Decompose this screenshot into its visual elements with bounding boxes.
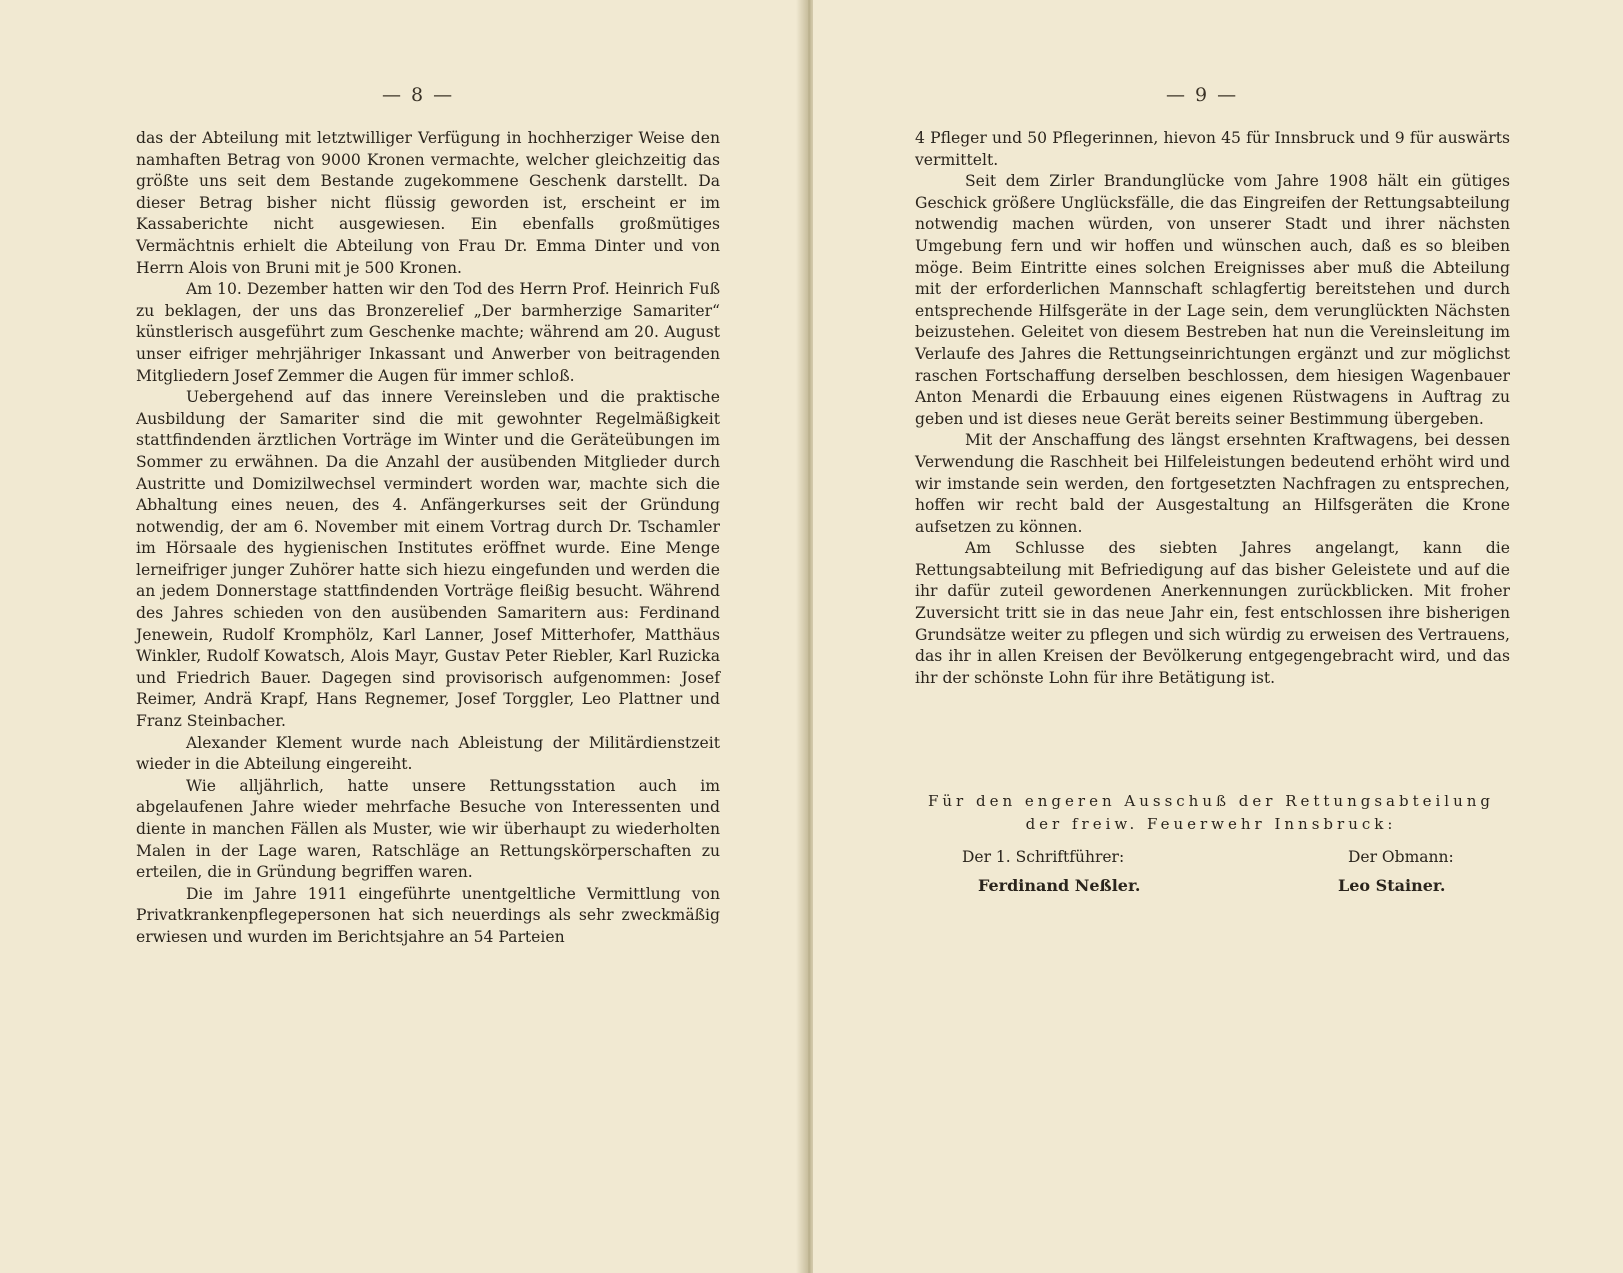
paragraph: Seit dem Zirler Brandunglücke vom Jahre 1908 hält ein gütiges Geschick größere Unglücksfälle, die das Eingreifen der Rettungsabteilung notwendig machen würden, von unserer Stadt und ihrer nächsten Umgebung fern und wir hoffen und wünschen auch, daß es so bleiben möge. Beim Eintritte eines solchen Ereignisses aber muß die Abteilung mit der erforderlichen Mannschaft schlagfertig bereitstehen und durch entsprechende Hilfsgeräte in der Lage sein, dem verunglückten Nächsten beizustehen. Geleitet von diesem Bestreben hat nun die Vereinsleitung im Verlaufe des Jahres die Rettungseinrichtungen ergänzt und zur möglichst raschen Fortschaffung derselben beschlossen, dem hiesigen Wagenbauer Anton Menardi die Erbauung eines eigenen Rüstwagens in Auftrag zu geben und ist dieses neue Gerät bereits seiner Bestimmung übergeben.	[915, 172, 1510, 428]
secretary-role: Der 1. Schriftführer:	[962, 848, 1125, 866]
paragraph: Alexander Klement wurde nach Ableistung der Militärdienstzeit wieder in die Abteilung eingereiht.	[136, 733, 720, 774]
paragraph: Die im Jahre 1911 eingeführte unentgeltliche Vermittlung von Privatkrankenpflegepersonen hat sich neuerdings als sehr zweckmäßig erwiesen und wurden im Berichtsjahre an 54 Parteien	[136, 884, 720, 946]
page-number-left: — 8 —	[382, 84, 455, 106]
committee-heading-line: der freiw. Feuerwehr Innsbruck:	[1025, 815, 1397, 833]
paragraph: Mit der Anschaffung des längst ersehnten Kraftwagens, bei dessen Verwendung die Raschheit bei Hilfeleistungen bedeutend erhöht wird und wir imstande sein werden, den fortgesetzten Nachfragen zu entsprechen, hoffen wir recht bald der Ausgestaltung an Hilfsgeräten die Krone aufsetzen zu können.	[915, 431, 1510, 536]
chairman-role: Der Obmann:	[1348, 848, 1454, 866]
chairman-name: Leo Stainer.	[1338, 876, 1446, 895]
left-page-text	[136, 128, 720, 949]
paragraph: Am Schlusse des siebten Jahres angelangt, kann die Rettungsabteilung mit Befriedigung auf das bisher Geleistete und auf die ihr dafür zuteil gewordenen Anerkennungen zurückblicken. Mit froher Zuversicht tritt sie in das neue Jahr ein, fest entschlossen ihre bisherigen Grundsätze weiter zu pflegen und sich würdig zu erweisen des Vertrauens, das ihr in allen Kreisen der Bevölkerung entgegengebracht wird, und das ihr der schönste Lohn für ihre Betätigung ist.	[915, 539, 1510, 687]
secretary-name: Ferdinand Neßler.	[978, 876, 1141, 895]
paragraph: das der Abteilung mit letztwilliger Verfügung in hochherziger Weise den namhaften Betrag von 9000 Kronen vermachte, welcher gleichzeitig das größte uns seit dem Bestande zugekommene Geschenk darstellt. Da dieser Betrag bisher nicht flüssig geworden ist, erscheint er im Kassaberichte nicht ausgewiesen. Ein ebenfalls großmütiges Vermächtnis erhielt die Abteilung von Frau Dr. Emma Dinter und von Herrn Alois von Bruni mit je 500 Kronen.	[136, 129, 720, 277]
paragraph: 4 Pfleger und 50 Pflegerinnen, hievon 45 für Innsbruck und 9 für auswärts vermittelt.	[915, 129, 1510, 169]
right-page-text	[915, 128, 1510, 689]
left-page	[0, 0, 805, 1273]
committee-heading	[905, 790, 1517, 836]
paragraph: Uebergehend auf das innere Vereinsleben und die praktische Ausbildung der Samariter sind die mit gewohnter Regelmäßigkeit stattfindenden ärztlichen Vorträge im Winter und die Geräteübungen im Sommer zu erwähnen. Da die Anzahl der ausübenden Mitglieder durch Austritte und Domizilwechsel vermindert worden war, machte sich die Abhaltung eines neuen, des 4. Anfängerkurses seit der Gründung notwendig, der am 6. November mit einem Vortrag durch Dr. Tschamler im Hörsaale des hygienischen Institutes eröffnet wurde. Eine Menge lerneifriger junger Zuhörer hatte sich hiezu eingefunden und werden die an jedem Donnerstage stattfindenden Vorträge fleißig besucht. Während des Jahres schieden von den ausübenden Samaritern aus: Ferdinand Jenewein, Rudolf Kromphölz, Karl Lanner, Josef Mitterhofer, Matthäus Winkler, Rudolf Kowatsch, Alois Mayr, Gustav Peter Riebler, Karl Ruzicka und Friedrich Bauer. Dagegen sind provisorisch aufgenommen: Josef Reimer, Andrä Krapf, Hans Regnemer, Josef Torggler, Leo Plattner und Franz Steinbacher.	[136, 388, 720, 731]
paragraph: Am 10. Dezember hatten wir den Tod des Herrn Prof. Heinrich Fuß zu beklagen, der uns das Bronzerelief „Der barmherzige Samariter“ künstlerisch ausgeführt zum Geschenke machte; während am 20. August unser eifriger mehrjähriger Inkassant und Anwerber von beitragenden Mitgliedern Josef Zemmer die Augen für immer schloß.	[136, 280, 720, 385]
committee-heading-line: Für den engeren Ausschuß der Rettungsabteilung	[927, 792, 1495, 810]
page-number-right: — 9 —	[1166, 84, 1239, 106]
paragraph: Wie alljährlich, hatte unsere Rettungsstation auch im abgelaufenen Jahre wieder mehrfache Besuche von Interessenten und diente in manchen Fällen als Muster, wie wir überhaupt zu wiederholten Malen in der Lage waren, Ratschläge an Rettungskörperschaften zu erteilen, die in Gründung begriffen waren.	[136, 776, 720, 882]
